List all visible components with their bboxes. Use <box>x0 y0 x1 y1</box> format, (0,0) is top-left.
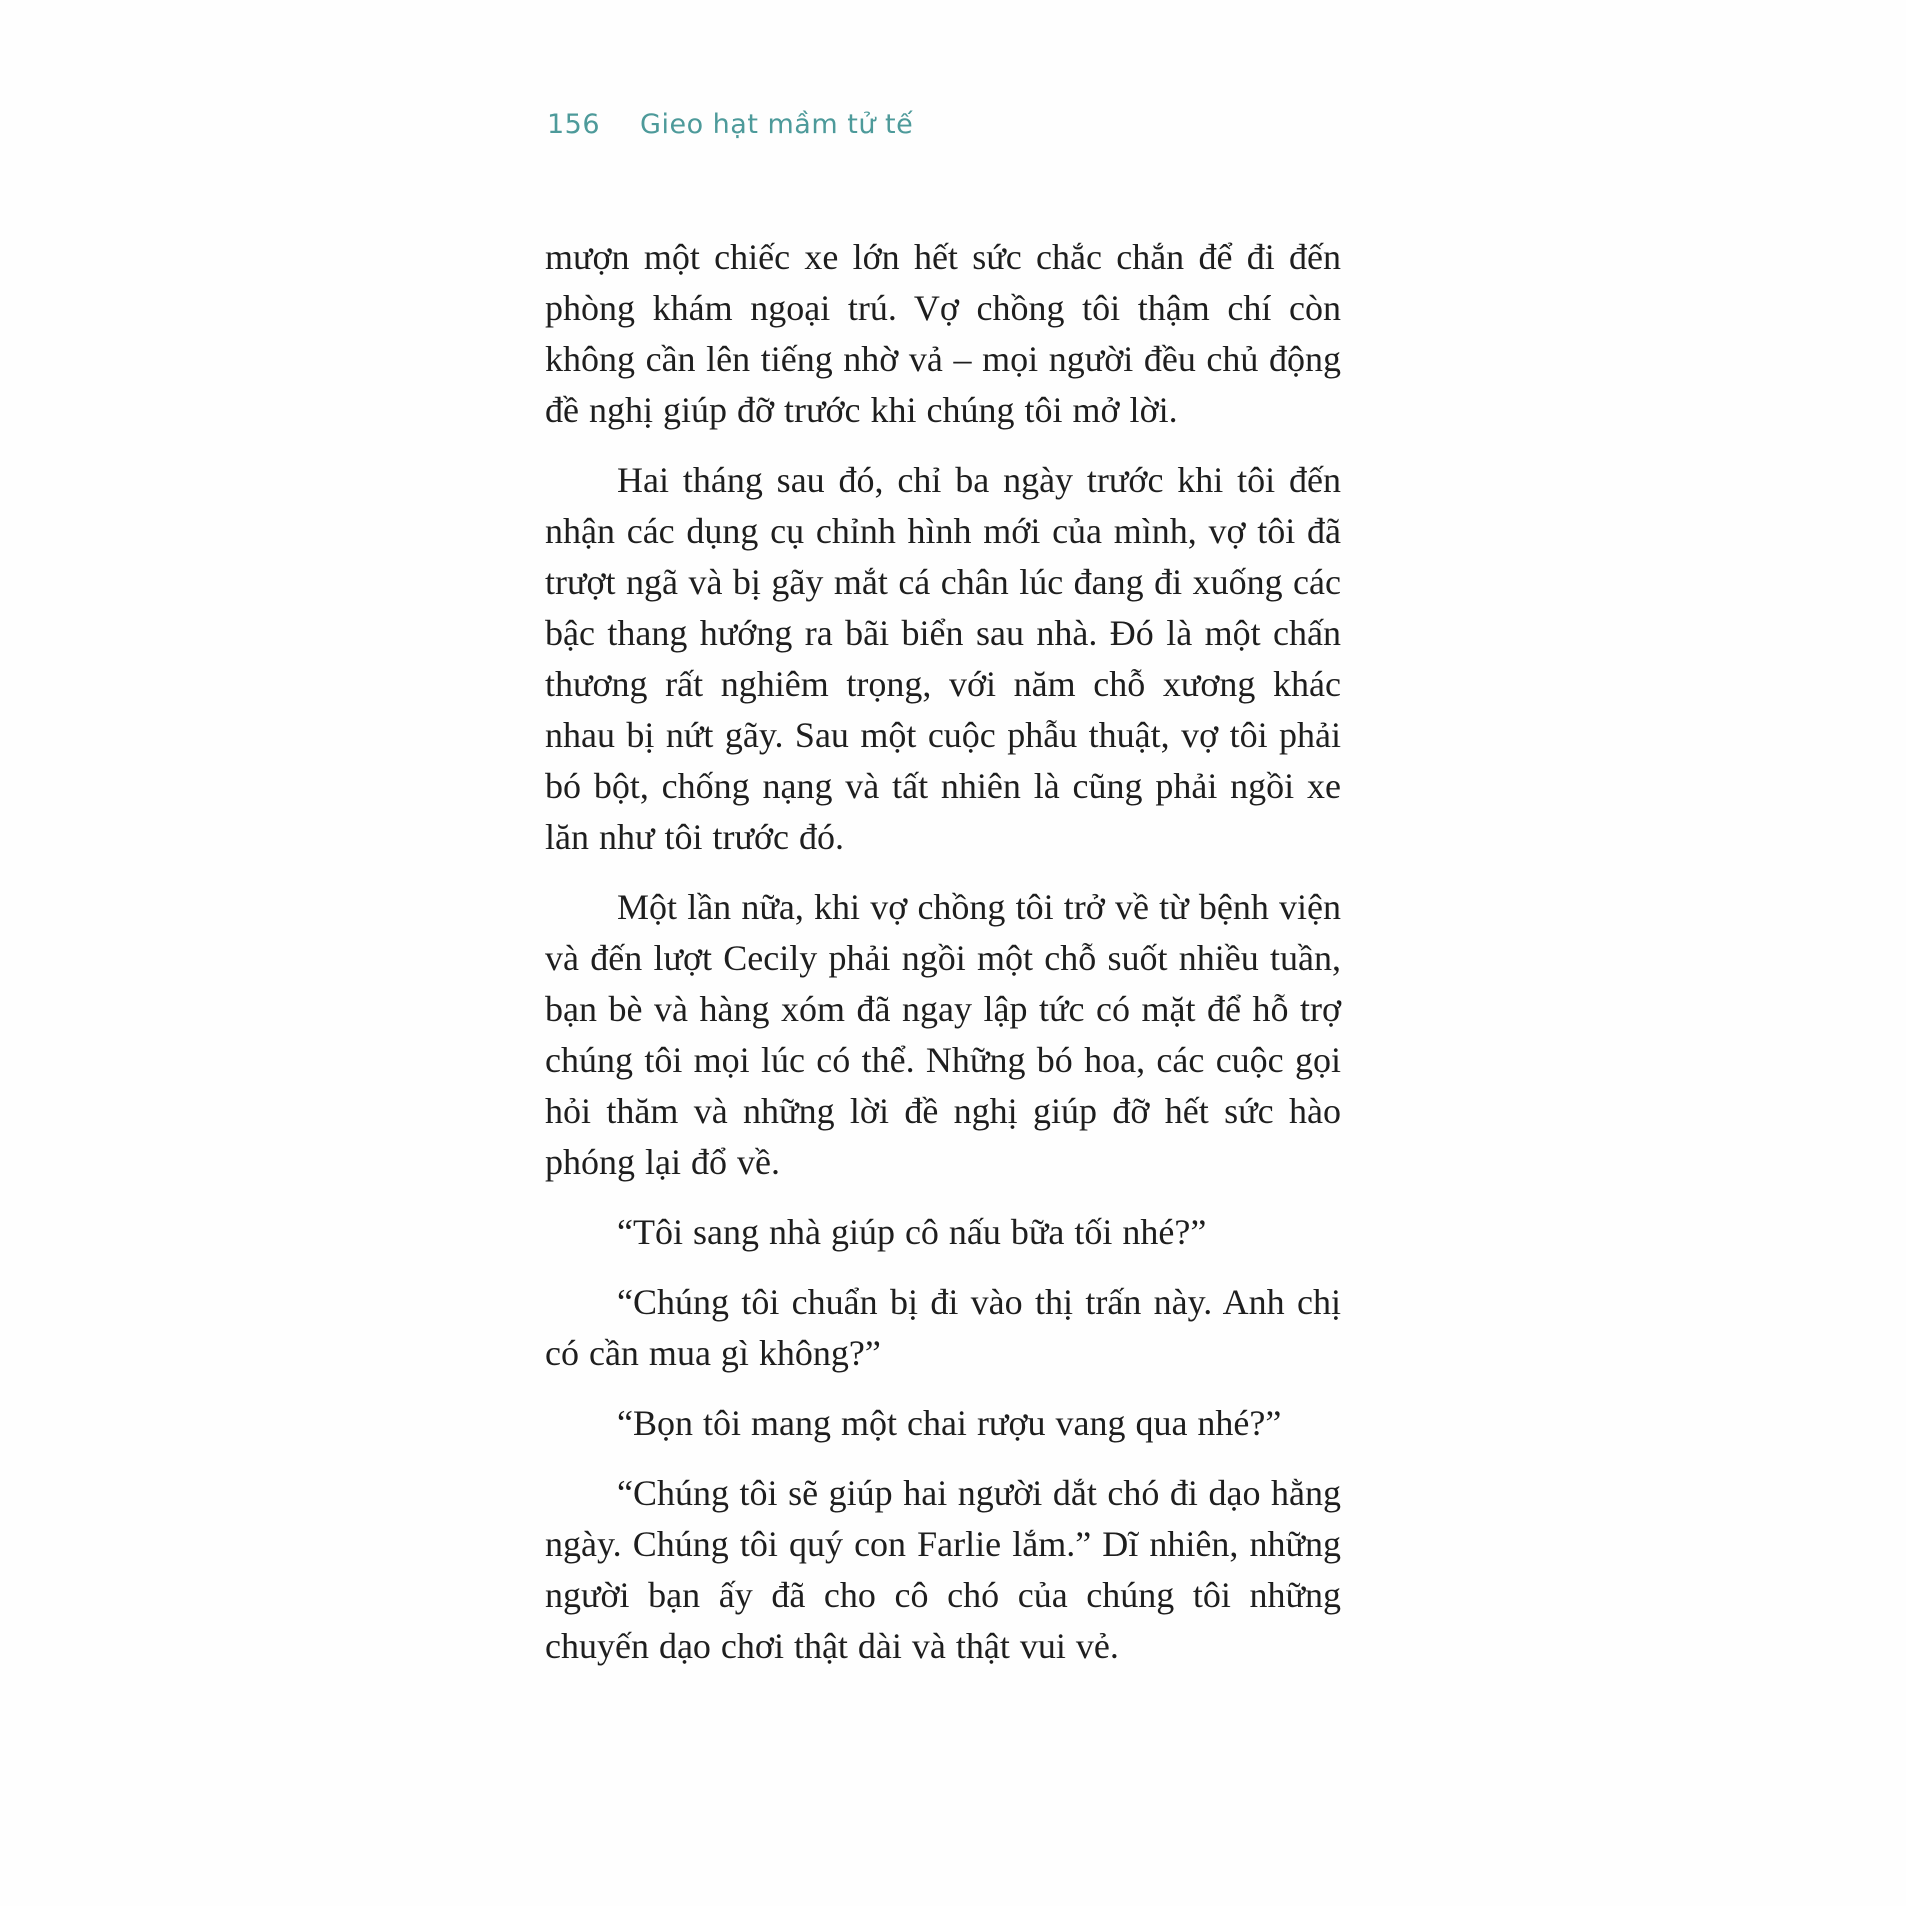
paragraph: “Tôi sang nhà giúp cô nấu bữa tối nhé?” <box>617 1212 1207 1252</box>
paragraph: Một lần nữa, khi vợ chồng tôi trở về từ bệnh viện và đến lượt Cecily phải ngồi một chỗ suốt nhiều tuần, bạn bè và hàng xóm đã ngay lập tức có mặt để hỗ trợ chúng tôi mọi lúc có thể. Những bó hoa, các cuộc gọi hỏi thăm và những lời đề nghị giúp đỡ hết sức hào phóng lại đổ về. <box>545 887 1341 1182</box>
paragraph: “Bọn tôi mang một chai rượu vang qua nhé?” <box>617 1403 1282 1443</box>
page-number: 156 <box>547 109 601 140</box>
page-body <box>545 232 1341 1672</box>
paragraph: “Chúng tôi sẽ giúp hai người dắt chó đi dạo hằng ngày. Chúng tôi quý con Farlie lắm.” Dĩ nhiên, những người bạn ấy đã cho cô chó của chúng tôi những chuyến dạo chơi thật dài và thật vui vẻ. <box>545 1473 1341 1666</box>
paragraph: Hai tháng sau đó, chỉ ba ngày trước khi tôi đến nhận các dụng cụ chỉnh hình mới của mình, vợ tôi đã trượt ngã và bị gãy mắt cá chân lúc đang đi xuống các bậc thang hướng ra bãi biển sau nhà. Đó là một chấn thương rất nghiêm trọng, với năm chỗ xương khác nhau bị nứt gãy. Sau một cuộc phẫu thuật, vợ tôi phải bó bột, chống nạng và tất nhiên là cũng phải ngồi xe lăn như tôi trước đó. <box>545 460 1341 857</box>
running-header <box>547 108 913 142</box>
paragraph: mượn một chiếc xe lớn hết sức chắc chắn để đi đến phòng khám ngoại trú. Vợ chồng tôi thậm chí còn không cần lên tiếng nhờ vả – mọi người đều chủ động đề nghị giúp đỡ trước khi chúng tôi mở lời. <box>545 237 1341 430</box>
running-header-title: Gieo hạt mầm tử tế <box>640 109 914 140</box>
paragraph: “Chúng tôi chuẩn bị đi vào thị trấn này. Anh chị có cần mua gì không?” <box>545 1282 1341 1373</box>
